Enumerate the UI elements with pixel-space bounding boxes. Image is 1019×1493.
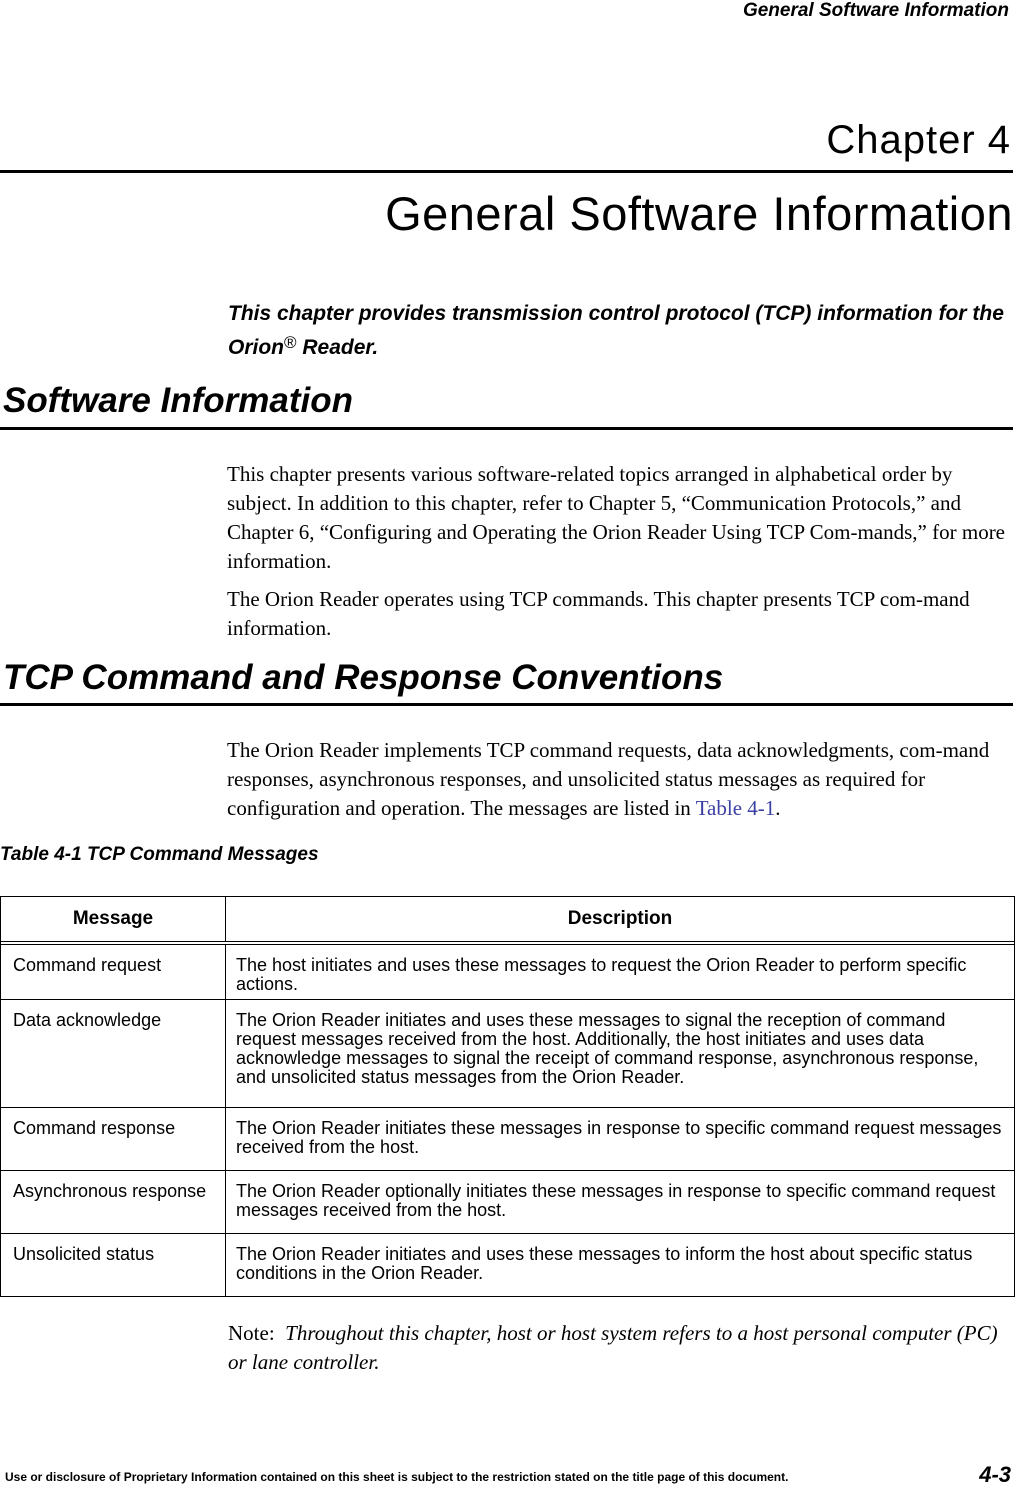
section-rule [0,427,1013,430]
tcp-command-messages-table [0,896,1015,1297]
message-cell: Asynchronous response [1,1171,226,1233]
section-rule [0,703,1013,706]
chapter-number: Chapter 4 [826,118,1011,162]
table-row [1,1000,1014,1108]
section-heading-tcp-conventions: TCP Command and Response Conventions [3,658,724,697]
table-row [1,945,1014,1000]
registered-mark: ® [284,333,297,352]
table-header-row [1,897,1014,945]
description-cell: The Orion Reader initiates and uses these messages to inform the host about specific status conditions in the Orion Reader. [236,1244,973,1283]
message-cell: Data acknowledge [1,1000,226,1107]
note-text: Throughout this chapter, host or host system refers to a host personal computer (PC) or lane controller. [228,1321,998,1374]
table-row [1,1171,1014,1234]
page-number: 4-3 [979,1462,1011,1487]
table-row [1,1108,1014,1171]
chapter-title: General Software Information [385,187,1013,240]
column-header-description: Description [567,908,673,929]
paragraph: This chapter presents various software-related topics arranged in alphabetical order by subject. In addition to this chapter, refer to Chapter 5, “Communication Protocols,” and Chapter 6, “Configuring and Operating the Orion Reader Using TCP Com-mands,” for more information. [227,462,1006,573]
running-header: General Software Information [742,0,1009,21]
paragraph-text-end: . [775,796,781,820]
paragraph [227,736,1013,823]
table-row [1,1234,1014,1297]
description-cell: The host initiates and uses these messages to request the Orion Reader to perform specific actions. [236,955,967,994]
note-label: Note: [228,1321,275,1345]
table-cross-reference-link[interactable]: Table 4-1 [695,796,776,820]
note [228,1319,1013,1377]
intro-text: This chapter provides transmission control protocol (TCP) information for the Orion [228,302,1004,359]
description-cell: The Orion Reader optionally initiates these messages in response to specific command request messages received from the host. [236,1181,996,1220]
chapter-rule [0,170,1013,173]
footer-proprietary-notice: Use or disclosure of Proprietary Information contained on this sheet is subject to the restriction stated on the title page of this document. [5,1470,789,1484]
chapter-intro [228,297,1008,365]
paragraph: The Orion Reader operates using TCP commands. This chapter presents TCP com-mand information. [227,587,970,640]
paragraph-text: The Orion Reader implements TCP command requests, data acknowledgments, com-mand responses, asynchronous responses, and unsolicited status messages as required for configuration and operation. The messages are listed in [227,738,990,820]
message-cell: Command response [1,1108,226,1170]
message-cell: Command request [1,945,226,999]
table-caption: Table 4-1 TCP Command Messages [0,844,319,865]
section-heading-software-information: Software Information [3,381,354,420]
column-header-message: Message [1,897,226,941]
message-cell: Unsolicited status [1,1234,226,1296]
description-cell: The Orion Reader initiates and uses these messages to signal the reception of command request messages received from the host. Additionally, the host initiates and uses data acknowledge messages to signal the receipt of command response, asynchronous response, and unsolicited status messages from the Orion Reader. [236,1010,979,1087]
intro-text-end: Reader. [296,336,379,359]
description-cell: The Orion Reader initiates these messages in response to specific command request messages received from the host. [236,1118,1002,1157]
